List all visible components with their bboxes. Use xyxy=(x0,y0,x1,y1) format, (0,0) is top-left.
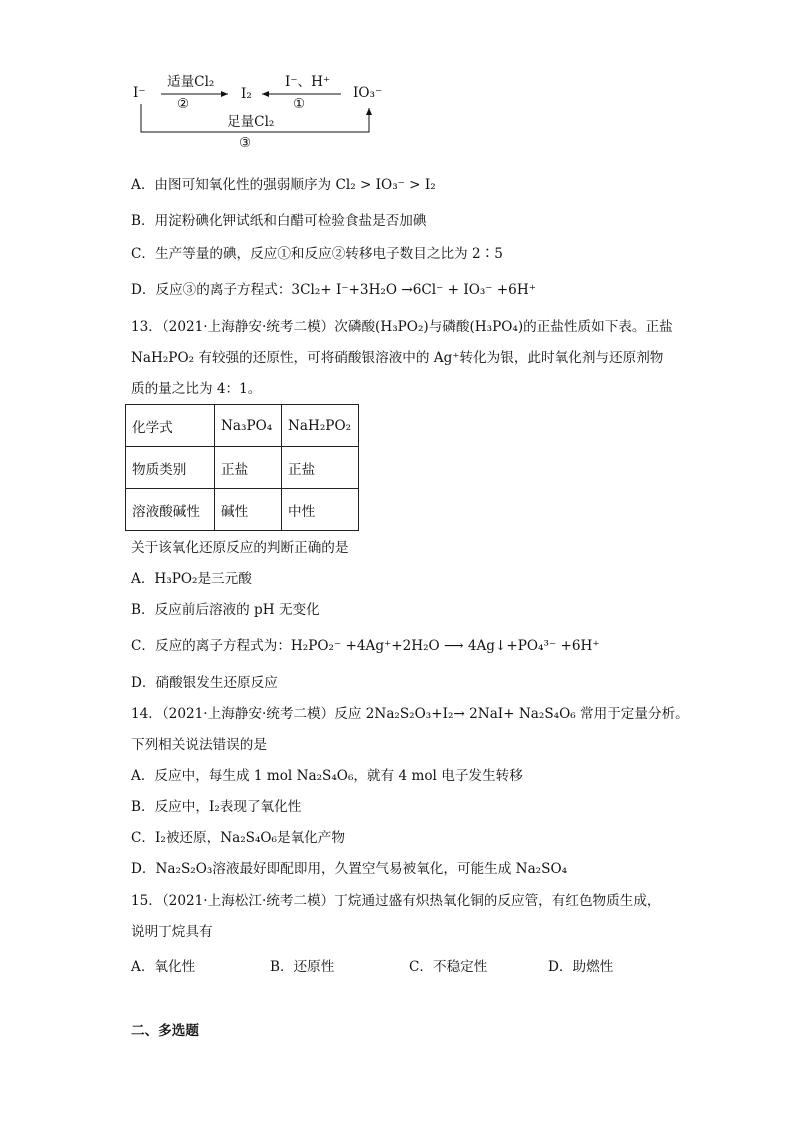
table-cell: 碱性 xyxy=(215,489,282,531)
species-iodine: I₂ xyxy=(241,86,252,102)
section-title: 二、多选题 xyxy=(131,1023,199,1039)
q13-stem-line-1: 13．（2021·上海静安·统考二模）次磷酸(H₃PO₂)与磷酸(H₃PO₄)的正盐性质如下表。正盐 xyxy=(131,319,673,335)
q13-option-c: C．反应的离子方程式为：H₂PO₂⁻ +4Ag⁺+2H₂O ⟶ 4Ag↓+PO₄³⁻ +6H⁺ xyxy=(131,638,600,654)
table-row xyxy=(126,405,359,447)
species-iodide: I⁻ xyxy=(133,85,146,101)
arrow-2-reagent: 适量Cl₂ xyxy=(167,74,215,90)
q12-option-d: D．反应③的离子方程式：3Cl₂+ I⁻+3H₂O →6Cl⁻ + IO₃⁻ +6H⁺ xyxy=(131,282,536,298)
q14-stem-line-1: 14．（2021·上海静安·统考二模）反应 2Na₂S₂O₃+I₂→ 2NaI+ Na₂S₄O₆ 常用于定量分析。 xyxy=(131,706,689,722)
arrow-2-number: ② xyxy=(177,96,190,112)
q14-stem-line-2: 下列相关说法错误的是 xyxy=(131,737,267,753)
q13-option-b: B．反应前后溶液的 pH 无变化 xyxy=(131,602,320,618)
q13-question: 关于该氧化还原反应的判断正确的是 xyxy=(131,540,349,556)
q15-stem-line-1: 15．（2021·上海松江·统考二模）丁烷通过盛有炽热氧化铜的反应管，有红色物质生成， xyxy=(131,893,661,909)
species-iodate: IO₃⁻ xyxy=(353,85,383,101)
arrow-3-reagent: 足量Cl₂ xyxy=(227,114,275,130)
q14-option-c: C．I₂被还原，Na₂S₄O₆是氧化产物 xyxy=(131,830,345,846)
q15-option-c: C．不稳定性 xyxy=(409,959,488,975)
table-cell: 溶液酸碱性 xyxy=(126,489,215,531)
q12-option-b: B．用淀粉碘化钾试纸和白醋可检验食盐是否加碘 xyxy=(131,213,427,229)
table-cell: 正盐 xyxy=(215,447,282,489)
property-table xyxy=(125,404,359,531)
table-cell: 化学式 xyxy=(126,405,215,447)
table-cell: 中性 xyxy=(282,489,359,531)
q12-option-a: A．由图可知氧化性的强弱顺序为 Cl₂ > IO₃⁻ > I₂ xyxy=(131,177,436,193)
arrow-1-number: ① xyxy=(293,96,306,112)
arrow-1-reagent: I⁻、H⁺ xyxy=(285,74,331,90)
q14-option-b: B．反应中，I₂表现了氧化性 xyxy=(131,799,302,815)
q15-option-d: D．助燃性 xyxy=(548,959,614,975)
q15-option-b: B．还原性 xyxy=(270,959,335,975)
table-cell: 物质类别 xyxy=(126,447,215,489)
table-row xyxy=(126,489,359,531)
q12-option-c: C．生产等量的碘，反应①和反应②转移电子数目之比为 2∶5 xyxy=(131,246,503,262)
q15-stem-line-2: 说明丁烷具有 xyxy=(131,924,213,940)
q14-option-d: D．Na₂S₂O₃溶液最好即配即用，久置空气易被氧化，可能生成 Na₂SO₄ xyxy=(131,861,568,877)
q13-stem-line-2: NaH₂PO₂ 有较强的还原性，可将硝酸银溶液中的 Ag⁺转化为银，此时氧化剂与还原剂物 xyxy=(131,350,664,366)
table-cell: Na₃PO₄ xyxy=(215,405,282,447)
q13-option-a: A．H₃PO₂是三元酸 xyxy=(131,571,252,587)
q13-stem-line-3: 质的量之比为 4：1。 xyxy=(131,381,262,397)
reaction-diagram xyxy=(131,72,391,154)
arrow-3-number: ③ xyxy=(239,135,252,151)
q14-option-a: A．反应中，每生成 1 mol Na₂S₄O₆，就有 4 mol 电子发生转移 xyxy=(131,768,523,784)
q13-option-d: D．硝酸银发生还原反应 xyxy=(131,675,278,691)
table-cell: 正盐 xyxy=(282,447,359,489)
q15-option-a: A．氧化性 xyxy=(131,959,196,975)
table-row xyxy=(126,447,359,489)
table-cell: NaH₂PO₂ xyxy=(282,405,359,447)
